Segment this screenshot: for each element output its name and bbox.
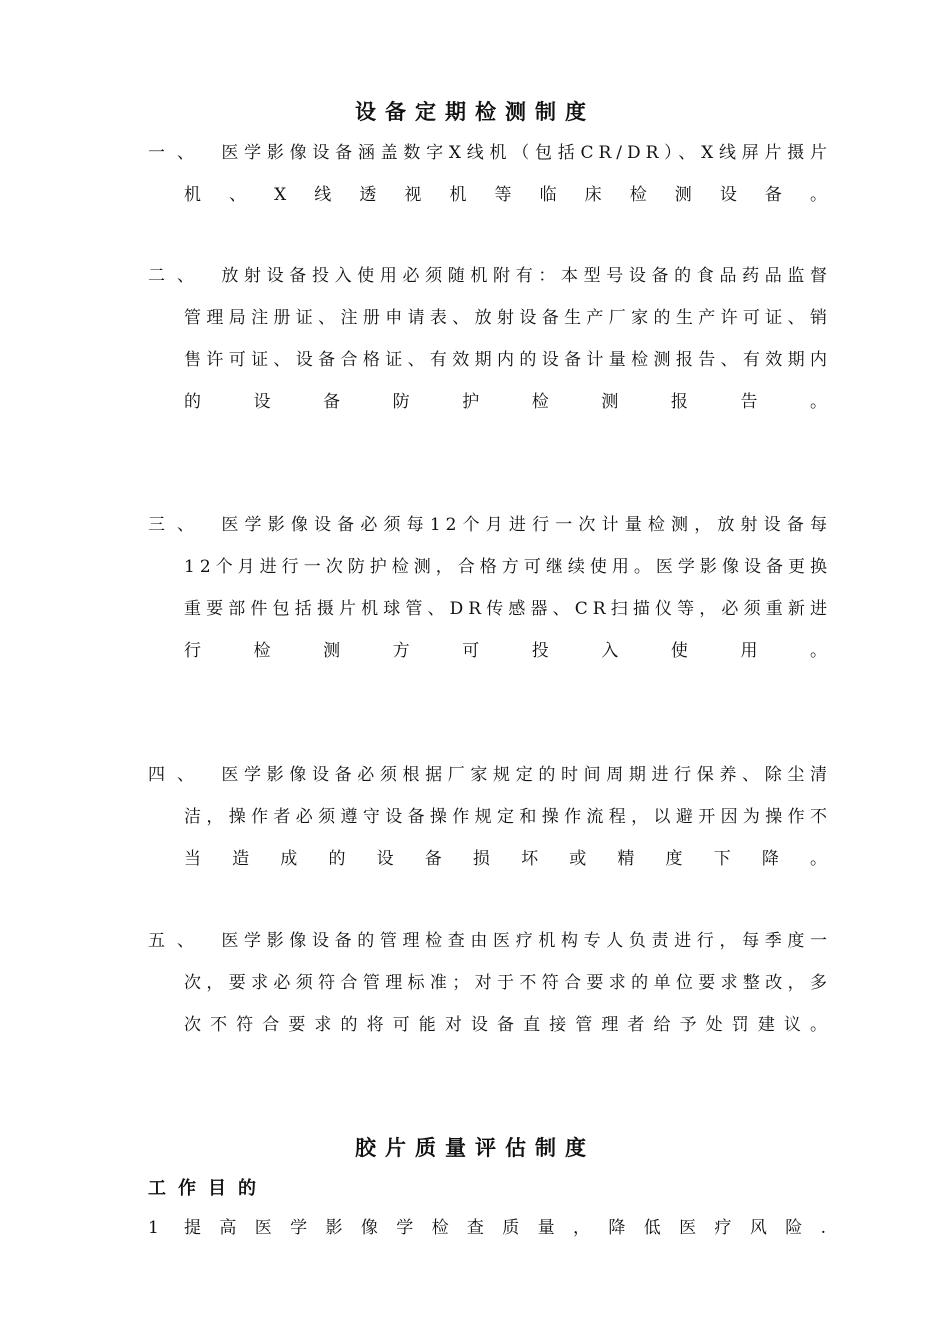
- point-number: 1: [148, 1218, 159, 1238]
- clause-1: [148, 132, 838, 216]
- clause-text: 医学影像设备必须根据厂家规定的时间周期进行保养、除尘清洁，操作者必须遵守设备操作规定和操作流程，以避开因为操作不当造成的设备损坏或精度下降。: [184, 765, 832, 869]
- subheading: 工作目的: [148, 1178, 268, 1199]
- clause-number: 四、: [148, 765, 206, 785]
- clause-3: [148, 504, 838, 672]
- clause-text: 医学影像设备必须每12个月进行一次计量检测，放射设备每12个月进行一次防护检测，合格方可继续使用。医学影像设备更换重要部件包括摄片机球管、DR传感器、CR扫描仪等，必须重新进行检测方可投入使用。: [184, 515, 832, 661]
- clause-4: [148, 754, 838, 880]
- clause-text: 医学影像设备涵盖数字X线机（包括CR/DR）、X线屏片摄片机、X线透视机等临床检测设备。: [184, 143, 832, 205]
- point-1: [148, 1213, 838, 1243]
- clause-5: [148, 920, 838, 1046]
- clause-text: 放射设备投入使用必须随机附有：本型号设备的食品药品监督管理局注册证、注册申请表、放射设备生产厂家的生产许可证、销售许可证、设备合格证、有效期内的设备计量检测报告、有效期内的设备防护检测报告。: [184, 266, 832, 412]
- clause-2: [148, 255, 838, 423]
- document-title: 设备定期检测制度: [355, 100, 595, 124]
- clause-number: 一、: [148, 143, 206, 163]
- clause-number: 五、: [148, 931, 206, 951]
- clause-text: 医学影像设备的管理检查由医疗机构专人负责进行，每季度一次，要求必须符合管理标准；对于不符合要求的单位要求整改，多次不符合要求的将可能对设备直接管理者给予处罚建议。: [184, 931, 832, 1035]
- clause-number: 二、: [148, 266, 206, 286]
- point-text: 提高医学影像学检查质量，降低医疗风险.: [184, 1218, 832, 1238]
- section-title: 胶片质量评估制度: [355, 1136, 595, 1160]
- clause-number: 三、: [148, 515, 206, 535]
